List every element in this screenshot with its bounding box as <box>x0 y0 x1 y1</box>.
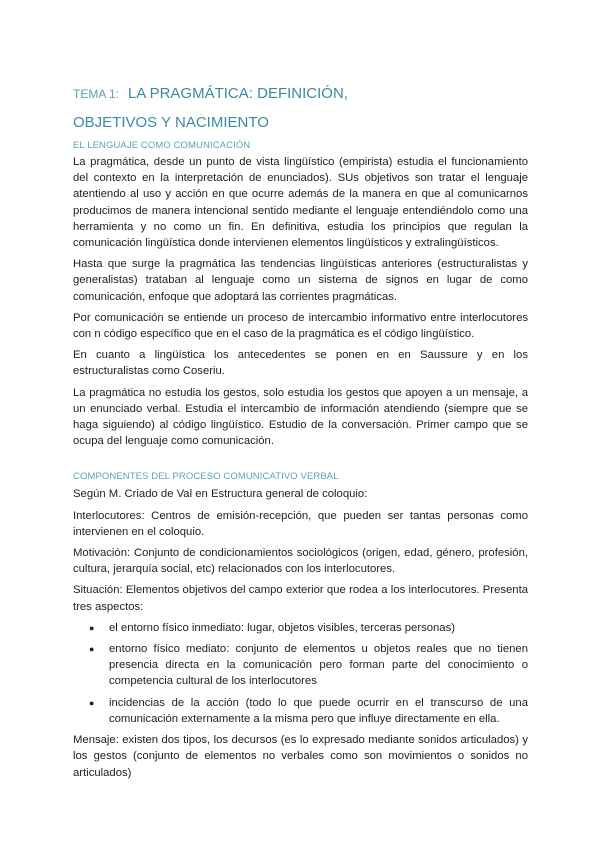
title-line-1: LA PRAGMÁTICA: DEFINICIÓN, <box>127 85 348 102</box>
list-item <box>89 695 528 727</box>
paragraph-5: La pragmática no estudia los gestos, solo estudia los gestos que apoyen a un mensaje, a un enunciado verbal. Estudia el intercambio de información atendiendo (siempre que se haga siguiendo) al código lingüístico. Estudio de la conversación. Primer campo que se ocupa del lenguaje como comunicación. <box>73 386 528 448</box>
bullet-icon: ● <box>89 644 95 655</box>
paragraph-mensaje: Mensaje: existen dos tipos, los decursos (es lo expresado mediante sonidos articulados) y los gestos (conjunto de elementos no verbales como son movimientos o sonidos no articulados) <box>73 734 528 779</box>
page-title <box>73 76 528 134</box>
bullet-icon: ● <box>89 622 95 633</box>
title-prefix: TEMA 1: <box>73 87 120 101</box>
paragraph-1: La pragmática, desde un punto de vista lingüístico (empirista) estudia el funcionamiento del contexto en la interpretación de enunciados). SUs objetivos son tratar el lenguaje atentiendo al uso y acción en que ocurre además de la manera en que al comunicarnos producimos de manera intencional sentido mediante el lenguaje entendiéndolo como una herramienta y no como un fin. En definitiva, estudia los principios que regulan la comunicación lingüística donde intervienen elementos lingüísticos y extralingüísticos. <box>73 156 528 250</box>
paragraph-3: Por comunicación se entiende un proceso de intercambio informativo entre interlocutores con n código específico que en el caso de la pragmática es el código lingüístico. <box>73 311 528 341</box>
paragraph-2: Hasta que surge la pragmática las tendencias lingüísticas anteriores (estructuralistas y generalistas) trataban al lenguaje como un sistema de signos en lugar de como comunicación, enfoque que adoptará las corrientes pragmáticas. <box>73 258 528 303</box>
paragraph-motivacion: Motivación: Conjunto de condicionamientos sociológicos (origen, edad, género, profesión, cultura, jerarquía social, etc) relacionados con los interlocutores. <box>73 547 528 576</box>
bullet-icon: ● <box>89 697 95 708</box>
paragraph-situacion: Situación: Elementos objetivos del campo exterior que rodea a los interlocutores. Presenta tres aspectos: <box>73 584 528 613</box>
list-item-text: entorno físico mediato: conjunto de elementos u objetos reales que no tienen presencia directa en la comunicación pero forman parte del conocimiento o competencia cultural de los interlocutores <box>109 643 528 688</box>
list-item <box>89 641 528 690</box>
list-item-text: incidencias de la acción (todo lo que puede ocurrir en el transcurso de una comunicación externamente a la misma pero que influye directamente en ella. <box>109 696 528 725</box>
title-line-2: OBJETIVOS Y NACIMIENTO <box>73 114 269 131</box>
list-item-text: el entorno físico inmediato: lugar, objetos visibles, terceras personas) <box>109 621 455 634</box>
situacion-bullet-list <box>73 620 528 727</box>
section-heading-componentes: COMPONENTES DEL PROCESO COMUNICATIVO VERBAL <box>73 471 339 483</box>
paragraph-interlocutores: Interlocutores: Centros de emisión-recepción, que pueden ser tantas personas como intervienen en el coloquio. <box>73 509 528 538</box>
paragraph-4: En cuanto a lingüística los antecedentes se ponen en en Saussure y en los estructuralistas como Coseriu. <box>73 349 528 378</box>
paragraph-intro: Según M. Criado de Val en Estructura general de coloquio: <box>73 488 368 501</box>
section-heading-lenguaje: EL LENGUAJE COMO COMUNICACIÓN <box>73 140 251 151</box>
list-item <box>89 620 528 636</box>
